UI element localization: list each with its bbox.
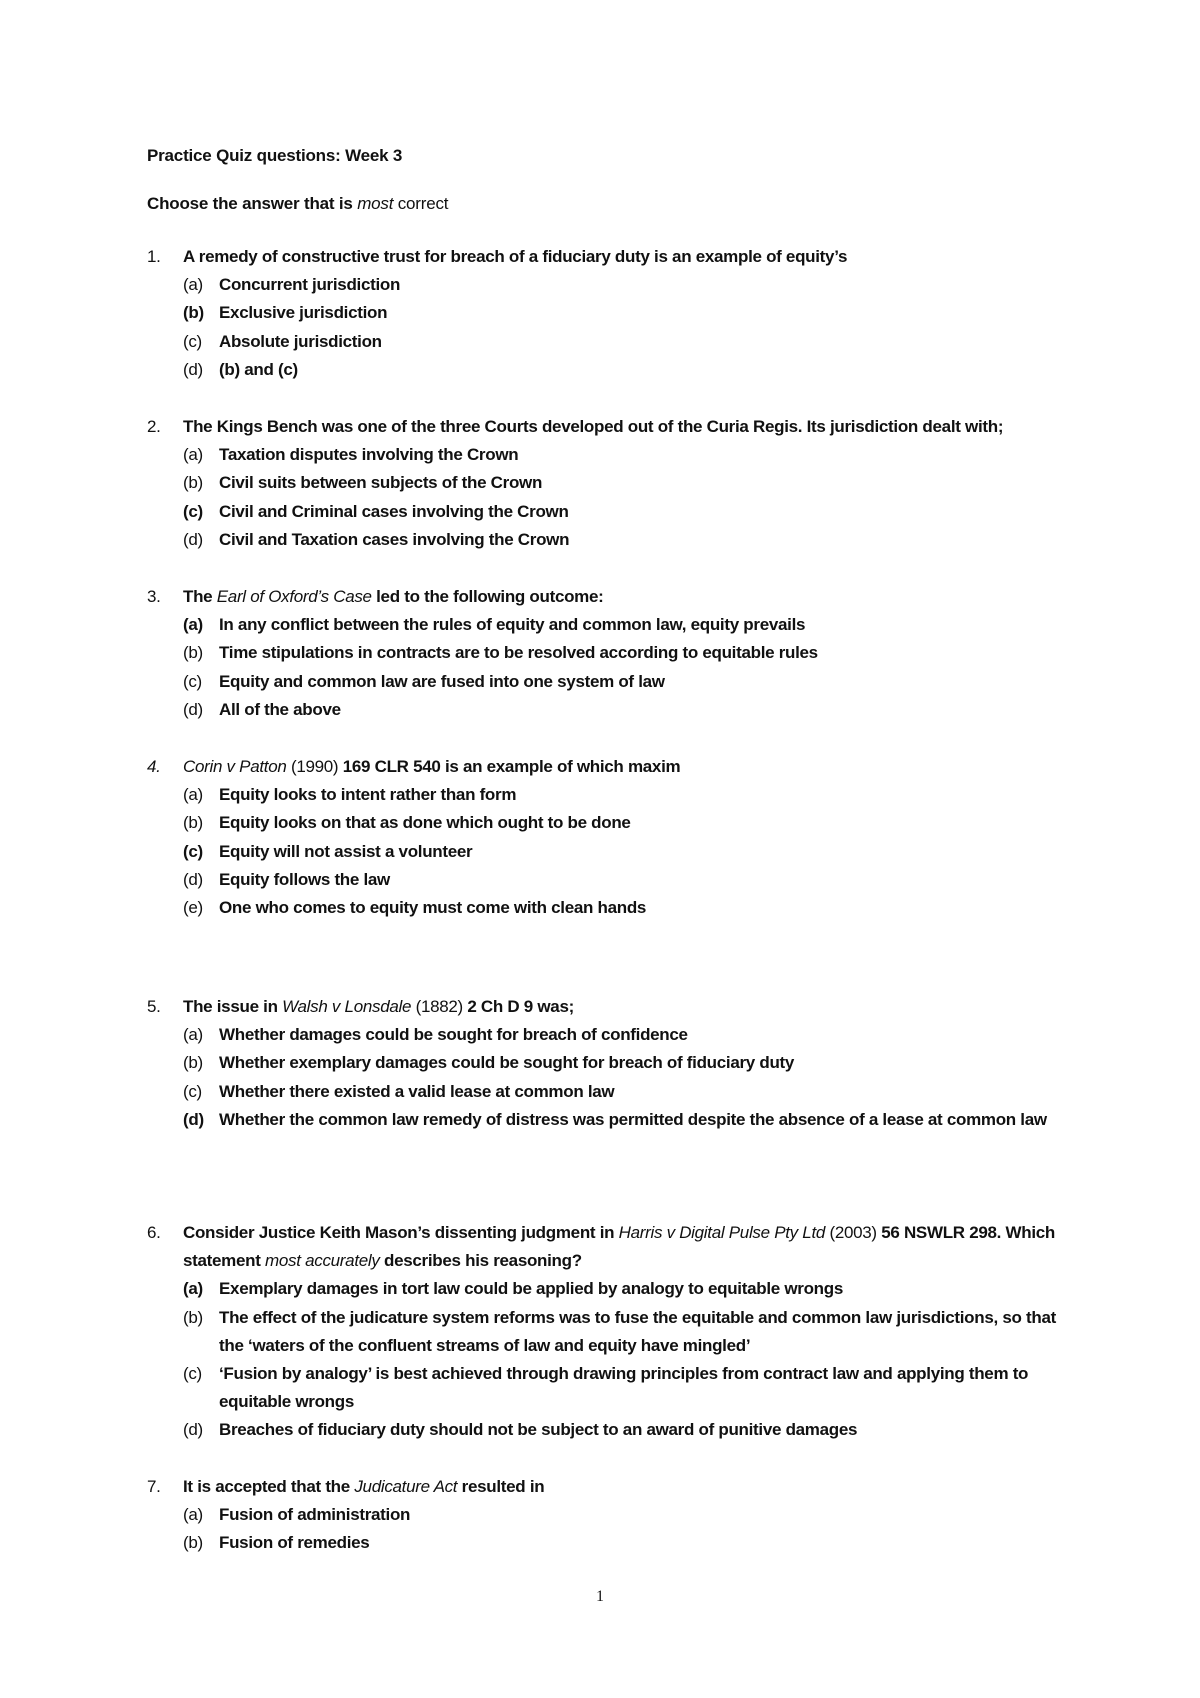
option-label: (c) (183, 501, 203, 521)
question-text-part: 56 NSWLR 298. Which statement (183, 1223, 1055, 1271)
option-text: Concurrent jurisdiction (219, 275, 401, 295)
option-d (183, 866, 1067, 894)
emphasis-text: most accurately (265, 1251, 380, 1271)
question-7 (147, 1473, 1067, 1558)
option-label: (b) (183, 643, 203, 663)
question-number: 7. (147, 1477, 161, 1496)
question-text (183, 753, 1067, 781)
option-label: (a) (183, 1505, 203, 1525)
option-text: One who comes to equity must come with clean hands (219, 898, 647, 918)
option-label: (b) (183, 1053, 203, 1073)
option-d (183, 356, 1067, 384)
question-3 (147, 583, 1067, 724)
option-b (183, 809, 1067, 837)
option-label: (d) (183, 1420, 203, 1440)
option-a (183, 781, 1067, 809)
option-text: Absolute jurisdiction (219, 331, 382, 351)
option-d (183, 526, 1067, 554)
option-label: (a) (183, 275, 203, 295)
instruction-prefix: Choose the answer that is (147, 194, 358, 213)
option-label: (d) (183, 1109, 204, 1129)
question-6 (147, 1219, 1067, 1445)
question-text-part: resulted in (457, 1477, 545, 1496)
question-number: 6. (147, 1223, 161, 1242)
option-d (183, 1416, 1067, 1444)
question-1 (147, 243, 1067, 384)
option-a (183, 441, 1067, 469)
question-text-part: (2003) (825, 1223, 882, 1242)
option-c (183, 1360, 1067, 1416)
option-c (183, 668, 1067, 696)
option-label: (d) (183, 359, 203, 379)
act-name: Judicature Act (354, 1477, 458, 1496)
option-label: (c) (183, 671, 202, 691)
option-label: (a) (183, 785, 203, 805)
option-text: Equity will not assist a volunteer (219, 841, 473, 861)
question-text-part: 169 CLR 540 is an example of which maxim (342, 757, 681, 776)
option-label: (a) (183, 615, 203, 635)
question-number: 4. (147, 757, 161, 776)
question-5 (147, 993, 1067, 1134)
question-text-part: 2 Ch D 9 was; (467, 997, 574, 1016)
question-number: 2. (147, 417, 161, 436)
option-c (183, 1078, 1067, 1106)
option-d (183, 1106, 1067, 1134)
option-a (183, 271, 1067, 299)
option-b (183, 1529, 1067, 1557)
question-number: 5. (147, 997, 161, 1016)
option-text: Equity and common law are fused into one system of law (219, 671, 665, 691)
option-a (183, 611, 1067, 639)
option-text: Civil and Taxation cases involving the Crown (219, 529, 570, 549)
option-text: In any conflict between the rules of equity and common law, equity prevails (219, 615, 806, 635)
question-text-part: (1990) (286, 757, 343, 776)
option-label: (b) (183, 1307, 203, 1327)
option-label: (c) (183, 841, 203, 861)
option-text: Civil suits between subjects of the Crown (219, 473, 543, 493)
option-b (183, 639, 1067, 667)
option-b (183, 1304, 1067, 1360)
question-number: 1. (147, 247, 161, 266)
option-c (183, 498, 1067, 526)
option-label: (a) (183, 1279, 203, 1299)
question-text: A remedy of constructive trust for breach of a fiduciary duty is an example of equity’s (183, 247, 848, 266)
option-text: The effect of the judicature system reforms was to fuse the equitable and common law jurisdictions, so that the ‘waters of the confluent streams of law and equity have mingled’ (219, 1307, 1056, 1355)
question-text (183, 583, 1067, 611)
question-text-part: Consider Justice Keith Mason’s dissenting judgment in (183, 1223, 619, 1242)
question-text-part: led to the following outcome: (371, 587, 604, 606)
question-number: 3. (147, 587, 161, 606)
option-a (183, 1501, 1067, 1529)
option-text: Fusion of remedies (219, 1533, 370, 1553)
question-text (183, 1219, 1067, 1275)
option-label: (c) (183, 1081, 202, 1101)
option-label: (d) (183, 699, 203, 719)
option-text: All of the above (219, 699, 341, 719)
option-text: Exclusive jurisdiction (219, 303, 388, 323)
option-b (183, 469, 1067, 497)
option-label: (a) (183, 1025, 203, 1045)
question-text-part: It is accepted that the (183, 1477, 355, 1496)
option-text: Equity follows the law (219, 869, 390, 889)
question-text-part: The (183, 587, 217, 606)
option-text: Whether the common law remedy of distress was permitted despite the absence of a lease at common law (219, 1109, 1047, 1129)
case-name: Walsh v Lonsdale (282, 997, 412, 1016)
option-label: (c) (183, 331, 202, 351)
option-text: Exemplary damages in tort law could be applied by analogy to equitable wrongs (219, 1279, 843, 1299)
option-label: (b) (183, 473, 203, 493)
option-b (183, 299, 1067, 327)
option-text: Time stipulations in contracts are to be resolved according to equitable rules (219, 643, 818, 663)
option-text: Whether exemplary damages could be sought for breach of fiduciary duty (219, 1053, 795, 1073)
option-text: (b) and (c) (219, 359, 298, 379)
case-name: Corin v Patton (183, 757, 287, 776)
instruction-emphasis: most (357, 194, 394, 213)
option-c (183, 328, 1067, 356)
page-number: 1 (596, 1588, 604, 1605)
option-text: Breaches of fiduciary duty should not be subject to an award of punitive damages (219, 1420, 858, 1440)
option-text: Equity looks on that as done which ought to be done (219, 813, 631, 833)
option-text: Civil and Criminal cases involving the Crown (219, 501, 569, 521)
option-c (183, 838, 1067, 866)
option-label: (d) (183, 869, 203, 889)
question-2 (147, 413, 1067, 554)
instruction-text (147, 194, 448, 214)
instruction-suffix: correct (393, 194, 449, 213)
option-a (183, 1275, 1067, 1303)
case-name: Harris v Digital Pulse Pty Ltd (618, 1223, 826, 1242)
option-label: (b) (183, 303, 204, 323)
question-text-part: (1882) (411, 997, 468, 1016)
option-label: (a) (183, 445, 203, 465)
option-text: Whether damages could be sought for breach of confidence (219, 1025, 688, 1045)
option-label: (b) (183, 1533, 203, 1553)
case-name: Earl of Oxford’s Case (216, 587, 372, 606)
question-text-part: describes his reasoning? (379, 1251, 582, 1271)
option-text: Equity looks to intent rather than form (219, 785, 517, 805)
question-4 (147, 753, 1067, 922)
option-d (183, 696, 1067, 724)
question-text (183, 1473, 1067, 1501)
option-e (183, 894, 1067, 922)
option-text: Taxation disputes involving the Crown (219, 445, 519, 465)
question-text: The Kings Bench was one of the three Courts developed out of the Curia Regis. Its jurisdiction dealt with; (183, 417, 1004, 436)
option-label: (b) (183, 813, 203, 833)
option-b (183, 1049, 1067, 1077)
option-label: (e) (183, 898, 203, 918)
option-text: ‘Fusion by analogy’ is best achieved through drawing principles from contract law and applying them to equitable wrongs (219, 1364, 1029, 1412)
question-text-part: The issue in (183, 997, 283, 1016)
question-text (183, 993, 1067, 1021)
option-text: Whether there existed a valid lease at common law (219, 1081, 615, 1101)
option-label: (d) (183, 529, 203, 549)
document-title: Practice Quiz questions: Week 3 (147, 146, 403, 165)
option-a (183, 1021, 1067, 1049)
option-label: (c) (183, 1364, 202, 1384)
option-text: Fusion of administration (219, 1505, 411, 1525)
